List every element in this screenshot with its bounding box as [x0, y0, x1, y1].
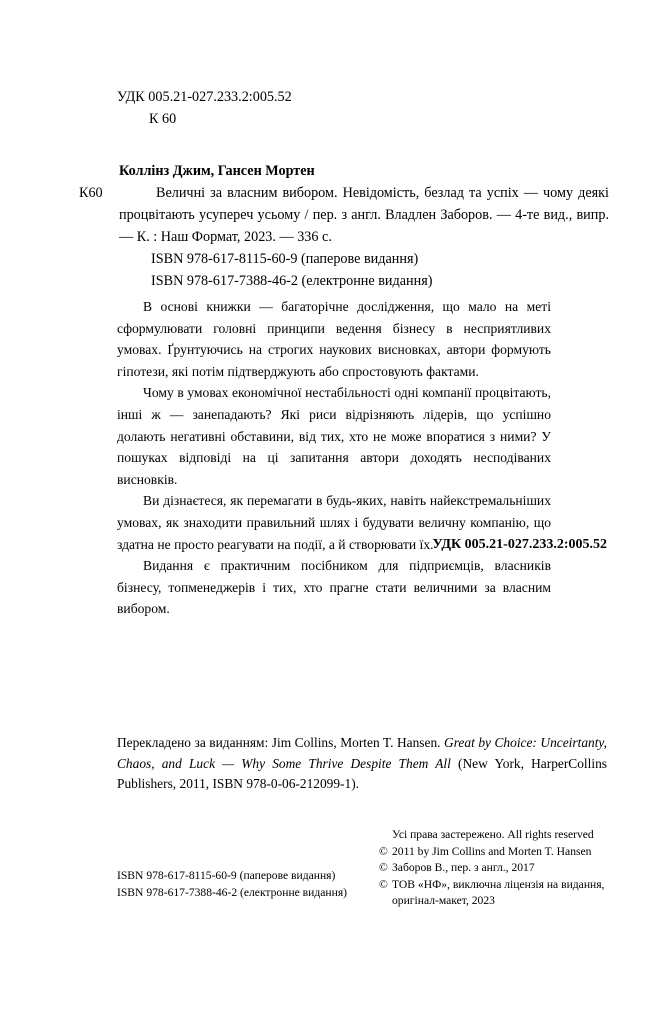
rights-entry [379, 877, 629, 910]
udc-footer-line: УДК 005.21-027.233.2:005.52 [432, 537, 607, 552]
annotation-block [117, 296, 551, 620]
source-note-lead-in: Перекладено за виданням: Jim Collins, Morten T. Hansen. [117, 735, 445, 750]
source-edition-note [117, 733, 607, 795]
udc-classification-line: УДК 005.21-027.233.2:005.52 [117, 89, 292, 105]
annotation-paragraph: В основі книжки — багаторічне дослідження, що мало на меті сформулювати головні принципи ведення бізнесу в несприятливих умовах. Ґрунтуючись на строгих наукових висновках, автори формують гіпотези, які потім підтверджують або спростовують фактами. [117, 299, 551, 379]
source-note-tail: (New York, HarperCollins Publishers, 2011, ISBN 978-0-06-212099-1). [117, 755, 608, 791]
record-description: Величні за власним вибором. Невідомість, безлад та успіх — чому деякі процвітають усупереч усьому / пер. з англ. Владлен Заборов. — 4-те вид., випр. — К. : Наш Формат, 2023. — 336 с. [119, 185, 609, 245]
authors-line: Коллінз Джим, Гансен Мортен [119, 163, 315, 179]
source-note-title: Great by Choice: Unceirtanty, Chaos, and Luck — Why Some Thrive Despite Them All [117, 735, 607, 771]
copyright-icon: © [379, 877, 388, 891]
udc-header-block [117, 86, 547, 130]
annotation-paragraph: Чому в умовах економічної нестабільності одні компанії процвітають, інші ж — занепадають? Які риси відрізняють лідерів, що успішно долають негативні обставини, від тих, хто не може впоратися з ними? У пошуках відповіді на ці запитання автори доходять несподіваних висновків. [117, 385, 551, 487]
isbn-print-bottom: ISBN 978-617-8115-60-9 (паперове видання) [117, 869, 336, 882]
rights-entry [379, 860, 629, 877]
rights-entry-text: 2011 by Jim Collins and Morten T. Hansen [392, 844, 592, 858]
isbn-print: ISBN 978-617-8115-60-9 (паперове видання) [151, 251, 419, 267]
rights-entry [379, 844, 629, 861]
isbn-bottom-block [117, 868, 367, 901]
annotation-paragraph: Видання є практичним посібником для підприємців, власників бізнесу, топменеджерів і тих, хто прагне стати величними за власним вибором. [117, 558, 551, 617]
cutter-number: К60 [79, 185, 103, 201]
rights-entry-text: Заборов В., пер. з англ., 2017 [392, 861, 535, 874]
udc-cutter-line: К 60 [149, 111, 177, 127]
bibliographic-record [79, 160, 609, 292]
isbn-list [151, 248, 609, 292]
record-row [79, 182, 609, 248]
isbn-electronic: ISBN 978-617-7388-46-2 (електронне видання) [151, 273, 433, 289]
rights-title: Усі права застережено. All rights reserved [392, 828, 594, 841]
copyright-icon: © [379, 861, 388, 874]
rights-entry-text: ТОВ «НФ», виключна ліцензія на видання, оригінал-макет, 2023 [392, 877, 605, 907]
isbn-electronic-bottom: ISBN 978-617-7388-46-2 (електронне видання) [117, 885, 348, 899]
annotation-paragraph: Ви дізнаєтеся, як перемагати в будь-яких, навіть найекстремальніших умовах, як знаходити правильний шлях і будувати величну компанію, що здатна не просто реагувати на події, а й створювати їх. [117, 493, 551, 552]
rights-block [379, 827, 629, 910]
copyright-icon: © [379, 844, 388, 858]
